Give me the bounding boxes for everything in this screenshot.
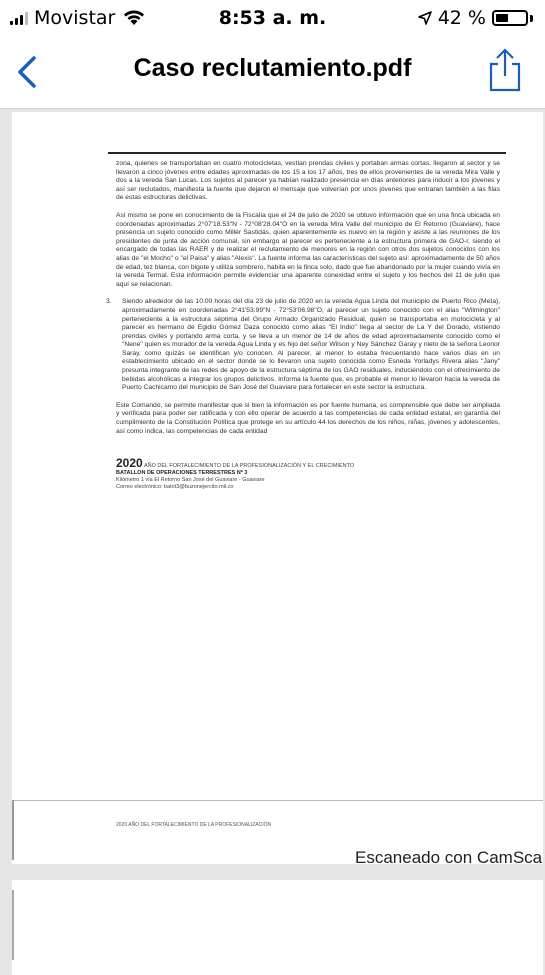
footer-unit: BATALLON DE OPERACIONES TERRESTRES Nº 3 — [116, 470, 248, 477]
carrier-label: Movistar — [34, 7, 116, 29]
battery-percent: 42 % — [437, 7, 486, 29]
footer-address: Kilómetro 1 vía El Retorno San José del Guaviare - Guaviare — [116, 477, 265, 484]
footer-year: 2020 — [116, 456, 143, 471]
pdf-page-next[interactable] — [12, 880, 543, 975]
item-number: 3. — [106, 298, 112, 306]
pdf-page[interactable] — [12, 112, 543, 864]
chevron-left-icon[interactable] — [10, 52, 50, 92]
scan-edge-line — [12, 800, 543, 801]
navigation-bar — [0, 36, 545, 109]
document-body — [106, 152, 500, 491]
footer-motto: AÑO DEL FORTALECIMIENTO DE LA PROFESIONALIZACIÓN Y EL CRECIMIENTO — [143, 463, 355, 470]
status-bar — [0, 0, 545, 36]
document-paragraph: Este Comando, se permite manifestar que si bien la información es por fuente humana, es comprensible que debe ser ampliada y verificada para poder ser ratificada y con ello operar de acuerdo a las competencias de cada entidad estatal, en garantía del cumplimiento de la Constitución Política que protege en su artículo 44 los derechos de los niños, niñas, jóvenes y adolescentes, así como indica, las competencias de cada entidad — [116, 401, 500, 435]
document-title: Caso reclutamiento.pdf — [133, 54, 412, 82]
document-paragraph: Así mismo se pone en conocimiento de la Fiscalía que el 24 de julio de 2020 se obtuvo información que en una finca ubicada en coordenadas aproximadas 2°07'18.53"N - 72°08'28.04"O en la vereda Mira Valle del municipio de El Retorno (Guaviare), hace presencia un sujeto conocido como Millér Sastidás, quien aparentemente es nuevo en la región y asiste a las reuniones de los presidentes de junta de acción comunal, sin embargo al parecer es perteneciente a la estructura primera de GAO-r, siendo el encargado de todas las RAER y de realizar el reclutamiento de menores en la región con otros dos sujetos conocidos con los alias de "el Mocho" o "el Paisa" y alias "Alexis". La fuente informa las características del sujeto así: aproximadamente de 50 años de edad, tez blanca, con bigote y utiliza sombrero, habita en la finca solo, dado que fue abandonado por la mujer cuando vivía en la vereda Termal. Esta información permite evidenciar una aparente conexidad entre el sujeto y los hechos del 11 de julio que aquí se relacionan. — [116, 211, 500, 288]
scan-edge-bar — [12, 890, 14, 960]
battery-tip — [530, 15, 533, 22]
battery-icon — [492, 10, 528, 26]
footer-email: Correo electrónico: batot3@buzonejercito.mil.co — [116, 484, 234, 491]
battery-fill — [496, 14, 508, 22]
item-text: Siendo alrededor de las 10:00 horas del día 23 de julio de 2020 en la vereda Agua Linda del municipio de Puerto Rico (Meta), aproximadamente en coordenadas 2°41'53.99"N - 72°53'06.98"O, al parecer un sujeto conocido con el alias "Wilmington" perteneciente a la estructura séptima del Grupo Armado Organizado Residual, quien se transportaba en motocicleta y al parecer es hermano de Egidio Gómez Daza conocido como alias "El Indio" llega al sector de La Y del Dorado, vistiendo prendas civiles y portando arma corta, y se lleva a un menor de 14 de años de edad aproximadamente conocido como el "Nene" quien es morador de la vereda Agua Linda y es hijo del señor Wilson y Ney Sánchez Garay y nieto de la señora Leonor Saray, como quizás se identifican y/o conocen. Al parecer, al menor lo estaba frecuentando hace varios días en un establecimiento ubicado en el sector donde se lo llevaron una sujeto conocida como Esneda Yorladys Rivera alias "Jany" presunta integrante de las redes de apoyo de la estructura séptima de los GAO residuales, induciéndolo con el ofrecimiento de bebidas alcohólicas a integrar los grupos delictivos. Informa la fuente que, es probable el menor lo llevaron hacia la vereda de Puerto Cachicamo del municipio de San José del Guaviare para fortalecer en este sector la estructura. — [122, 298, 500, 392]
clock: 8:53 a. m. — [218, 7, 327, 29]
share-icon[interactable] — [485, 46, 525, 94]
page-bottom-scan-area — [12, 800, 543, 864]
numbered-item — [106, 298, 500, 393]
page-top-rule — [108, 152, 506, 154]
camscanner-watermark: Escaneado con CamSca — [355, 848, 543, 864]
bottom-mini-text: 2020 AÑO DEL FORTALECIMIENTO DE LA PROFESIONALIZACIÓN — [116, 822, 272, 828]
scan-edge-bar — [12, 800, 14, 860]
status-right — [418, 7, 533, 29]
document-footer — [116, 456, 500, 491]
location-arrow-icon — [418, 11, 432, 25]
document-paragraph: zona, quienes se transportaban en cuatro motocicletas, vestían prendas civiles y portaban armas cortas, llegaron al sector y se llevaron a cinco jóvenes entre edades aproximadas de los 15 a los 17 años, tres de ellos provenientes de la vereda Mira Valle y dos a la vereda San Lucas. Los sujetos al parecer ya habían realizado presencia en días anteriores para inducir a los jóvenes y así ser reclutados, manifiesta la fuente que dejaron el mensaje que volverían por unos jóvenes que entraran también a las filas de estas estructuras delictivas. — [116, 160, 500, 202]
